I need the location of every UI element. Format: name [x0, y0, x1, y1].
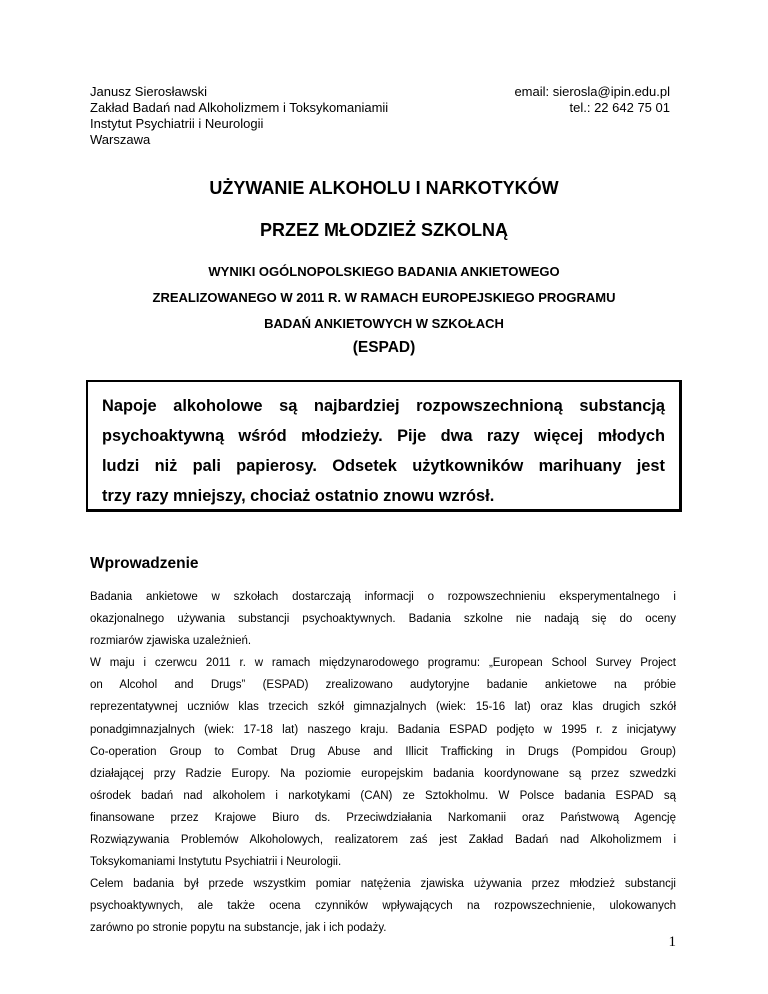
body-line: działającej przy Radzie Europy. Na poziomie europejskim badania koordynowane są przez szwedzki [90, 767, 676, 780]
subtitle-line-3: BADAŃ ANKIETOWYCH W SZKOŁACH [264, 316, 504, 331]
highlight-box [86, 380, 682, 512]
contact-email: email: sierosla@ipin.edu.pl [514, 84, 670, 99]
highlight-text [102, 391, 665, 511]
body-line: okazjonalnego używania substancji psychoaktywnych. Badania szkolne nie nadają się do oceny [90, 613, 676, 626]
section-heading: Wprowadzenie [90, 555, 199, 572]
highlight-line: Napoje alkoholowe są najbardziej rozpowszechnioną substancją [102, 397, 665, 415]
highlight-line: psychoaktywną wśród młodzieży. Pije dwa razy więcej młodych [102, 427, 665, 445]
body-line: psychoaktywnych, ale także ocena czynników wpływających na rozpowszechnienie, ulokowanych [90, 900, 676, 913]
author-department: Zakład Badań nad Alkoholizmem i Toksykomaniamii [90, 100, 389, 115]
author-institute: Instytut Psychiatrii i Neurologii [90, 116, 264, 131]
author-block [90, 84, 388, 148]
section-body [90, 586, 676, 940]
body-line: rozmiarów zjawiska uzależnień. [90, 635, 252, 648]
subtitle-line-2: ZREALIZOWANEGO W 2011 R. W RAMACH EUROPEJSKIEGO PROGRAMU [152, 290, 616, 305]
body-line: on Alcohol and Drugs” (ESPAD) zrealizowano audytoryjne badanie ankietowe na próbie [90, 679, 676, 692]
author-city: Warszawa [90, 132, 151, 147]
author-name: Janusz Sierosławski [90, 84, 208, 99]
contact-block [514, 84, 670, 116]
body-line: Rozwiązywania Problemów Alkoholowych, realizatorem zaś jest Zakład Badań nad Alkoholizmem i [90, 834, 676, 847]
subtitle-acronym: (ESPAD) [352, 339, 416, 356]
body-line: ośrodek badań nad alkoholem i narkotykami (CAN) ze Sztokholmu. W Polsce badania ESPAD są [90, 789, 676, 802]
body-line: Celem badania był przede wszystkim pomiar natężenia zjawiska używania przez młodzież substancji [90, 878, 676, 891]
body-line: Toksykomaniami Instytutu Psychiatrii i Neurologii. [90, 856, 342, 869]
body-line: finansowane przez Krajowe Biuro ds. Przeciwdziałania Narkomanii oraz Państwową Agencję [90, 811, 676, 824]
contact-phone: tel.: 22 642 75 01 [569, 100, 670, 115]
body-line: ponadgimnazjalnych (wiek: 17-18 lat) naszego kraju. Badania ESPAD podjęto w 1995 r. z inicjatywy [90, 723, 676, 736]
page-number: 1 [668, 934, 676, 950]
body-line: reprezentatywnej uczniów klas trzecich szkół gimnazjalnych (wiek: 15-16 lat) oraz klas drugich szkół [90, 701, 676, 714]
body-line: Badania ankietowe w szkołach dostarczają informacji o rozpowszechnieniu eksperymentalnego i [90, 591, 676, 603]
document-title-line-2: PRZEZ MŁODZIEŻ SZKOLNĄ [260, 220, 508, 240]
highlight-line: trzy razy mniejszy, chociaż ostatnio znowu wzrósł. [102, 487, 495, 505]
body-line: zarówno po stronie popytu na substancje, jak i ich podaży. [90, 922, 387, 935]
highlight-line: ludzi niż pali papierosy. Odsetek użytkowników marihuany jest [102, 457, 665, 475]
document-title-line-1: UŻYWANIE ALKOHOLU I NARKOTYKÓW [209, 178, 559, 198]
body-line: Co-operation Group to Combat Drug Abuse and Illicit Trafficking in Drugs (Pompidou Group) [90, 745, 676, 758]
body-line: W maju i czerwcu 2011 r. w ramach międzynarodowego programu: „European School Survey Project [90, 657, 676, 670]
subtitle-line-1: WYNIKI OGÓLNOPOLSKIEGO BADANIA ANKIETOWEGO [208, 264, 560, 279]
